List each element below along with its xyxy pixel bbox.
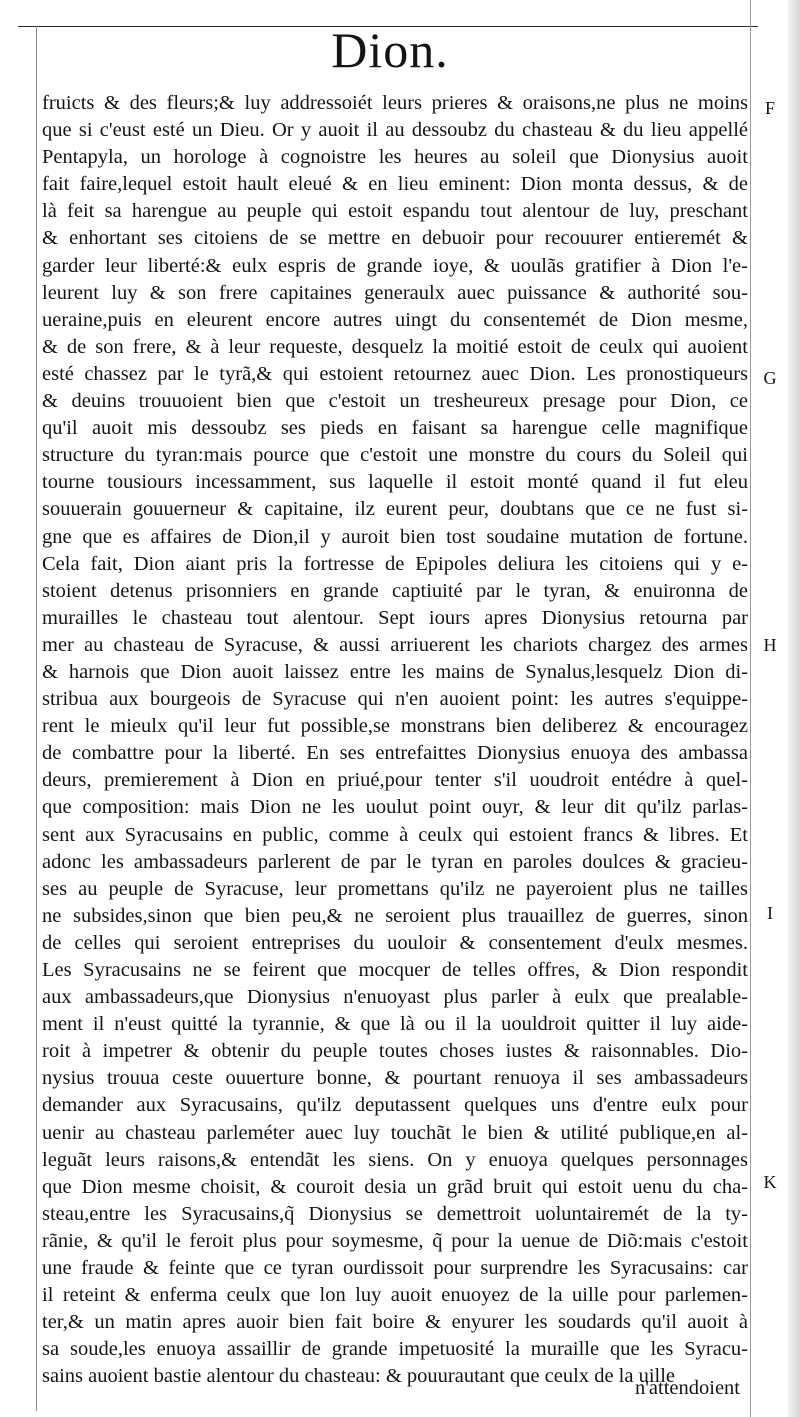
- text-line: rãnie, & qu'il le feroit plus pour soymesme, q̃ pour la uenue de Diõ:mais c'estoit: [42, 1229, 748, 1252]
- text-line: il reteint & enferma ceulx que lon luy auoit enuoyez de la uille pour parlemen-: [42, 1284, 748, 1307]
- page-gutter-shadow: [788, 0, 800, 1417]
- text-line: & harnois que Dion auoit laissez entre les mains de Synalus,lesquelz Dion di-: [42, 660, 748, 683]
- text-line: rent le mieulx qu'il leur fut possible,se monstrans bien deliberez & encouragez: [42, 715, 748, 738]
- left-margin-rule: [36, 26, 37, 1411]
- text-line: tourne tousiours incessamment, sus laquelle il estoit monté quand il fut eleu: [42, 471, 748, 494]
- text-line: sent aux Syracusains en public, comme à ceulx qui estoient francs & libres. Et: [42, 823, 748, 846]
- text-line: garder leur liberté:& eulx espris de grande ioye, & uoulãs gratifier à Dion l'e-: [42, 254, 748, 277]
- margin-letter-f: F: [764, 98, 775, 118]
- margin-letter-h: H: [763, 635, 777, 655]
- text-line: aux ambassadeurs,que Dionysius n'enuoyast plus parler à eulx que prealable-: [42, 986, 748, 1009]
- text-line: Cela fait, Dion aiant pris la fortresse de Epipoles deliura les citoiens qui y e-: [42, 552, 748, 575]
- right-margin-rule: [750, 0, 751, 1417]
- running-head: Dion.: [331, 22, 449, 78]
- text-line: & enhortant ses citoiens de se mettre en debuoir pour recouurer entieremét &: [42, 227, 748, 250]
- text-line: là feit sa harengue au peuple qui estoit espandu tout alentour de luy, preschant: [42, 200, 748, 223]
- text-line: mer au chasteau de Syracuse, & aussi arriuerent les chariots chargez des armes: [42, 633, 748, 656]
- text-line: que composition: mais Dion ne les uoulut point ouyr, & leur dit qu'ilz parlas-: [42, 796, 748, 819]
- text-line: roit à impetrer & obtenir du peuple toutes choses iustes & raisonnables. Dio-: [42, 1040, 748, 1063]
- text-line: souuerain gouuerneur & capitaine, ilz eurent peur, doubtans que ce ne fust si-: [42, 498, 748, 521]
- text-line: qu'il auoit mis dessoubz ses pieds en faisant sa harengue celle magnifique: [42, 417, 748, 440]
- text-line: leurent luy & son frere capitaines generaulx auec puissance & authorité sou-: [42, 281, 748, 304]
- margin-letter-g: G: [763, 368, 777, 388]
- text-line: nysius trouua ceste ouuerture bonne, & pourtant renuoya il ses ambassadeurs: [42, 1067, 748, 1090]
- margin-letter-k: K: [763, 1172, 777, 1192]
- text-line: stribua aux bourgeois de Syracuse qui n'en auoient point: les autres s'equippe-: [42, 688, 748, 711]
- text-line: adonc les ambassadeurs parlerent de par le tyran en paroles doulces & gracieu-: [42, 850, 748, 873]
- text-line: Les Syracusains ne se feirent que mocquer de telles offres, & Dion respondit: [42, 959, 748, 981]
- text-line: deurs, premierement à Dion en priué,pour tenter s'il uoudroit entédre à quel-: [42, 769, 748, 792]
- text-line: que si c'eust esté un Dieu. Or y auoit il au dessoubz du chasteau & du lieu appellé: [42, 119, 748, 142]
- margin-letter-i: I: [767, 903, 773, 923]
- catchword: n'attendoient: [634, 1377, 740, 1399]
- text-line: Pentapyla, un horologe à cognoistre les heures au soleil que Dionysius auoit: [42, 146, 748, 169]
- text-line: ne subsides,sinon que bien peu,& ne seroient plus trauaillez de guerres, sinon: [42, 904, 748, 927]
- text-line: ter,& un matin apres auoir bien fait boire & enyurer les soudards qu'il auoit à: [42, 1311, 748, 1334]
- text-line: que Dion mesme choisit, & couroit desia un grãd bruit qui estoit uenu du cha-: [42, 1175, 748, 1198]
- text-line: de celles qui seroient entreprises du uouloir & consentement d'eulx mesmes.: [42, 931, 748, 954]
- text-line: ment il n'eust quitté la tyrannie, & que là ou il la uouldroit quitter il luy aide-: [42, 1013, 748, 1036]
- body-text: [42, 90, 748, 1391]
- text-line: sa soude,les enuoya assaillir de grande impetuosité la muraille que les Syracu-: [42, 1338, 748, 1361]
- text-line: sains auoient bastie alentour du chasteau: & pouurautant que ceulx de la uille: [42, 1365, 676, 1388]
- text-line: steau,entre les Syracusains,q̃ Dionysius se demettroit uoluntairemét de la ty-: [42, 1202, 748, 1225]
- text-line: demander aux Syracusains, qu'ilz deputassent quelques uns d'entre eulx pour: [42, 1094, 748, 1117]
- text-line: uenir au chasteau parleméter auec luy touchãt le bien & utilité publique,en al-: [42, 1121, 748, 1144]
- text-line: esté chassez par le tyrã,& qui estoient retournez auec Dion. Les pronostiqueurs: [42, 362, 748, 385]
- text-line: gne que es affaires de Dion,il y auroit bien tost soudaine mutation de fortune.: [42, 525, 748, 548]
- text-line: murailles le chasteau tout alentour. Sept iours apres Dionysius retourna par: [42, 606, 748, 629]
- text-line: fruicts & des fleurs;& luy addressoiét leurs prieres & oraisons,ne plus ne moins: [42, 92, 748, 114]
- text-line: ses au peuple de Syracuse, leur promettans qu'ilz ne payeroient plus ne tailles: [42, 877, 748, 900]
- text-line: une fraude & feinte que ce tyran ourdissoit pour surprendre les Syracusains: car: [42, 1257, 748, 1280]
- text-line: de combattre pour la liberté. En ses entrefaittes Dionysius enuoya des ambassa: [42, 742, 748, 765]
- text-line: stoient detenus prisonniers en grande captiuité par le tyran, & enuironna de: [42, 579, 748, 602]
- text-line: fait faire,lequel estoit hault eleué & en lieu eminent: Dion monta dessus, & de: [42, 173, 748, 196]
- text-line: leguãt leurs raisons,& entendãt les siens. On y enuoya quelques personnages: [42, 1148, 748, 1171]
- text-line: ueraine,puis en eleurent encore autres uingt du consentemét de Dion mesme,: [42, 308, 748, 331]
- text-line: & deuins trouuoient bien que c'estoit un tresheureux presage pour Dion, ce: [42, 390, 748, 413]
- text-line: structure du tyran:mais pource que c'estoit une monstre du cours du Soleil qui: [42, 444, 748, 467]
- text-line: & de son frere, & à leur requeste, desquelz la moitié estoit de ceulx qui auoient: [42, 335, 748, 358]
